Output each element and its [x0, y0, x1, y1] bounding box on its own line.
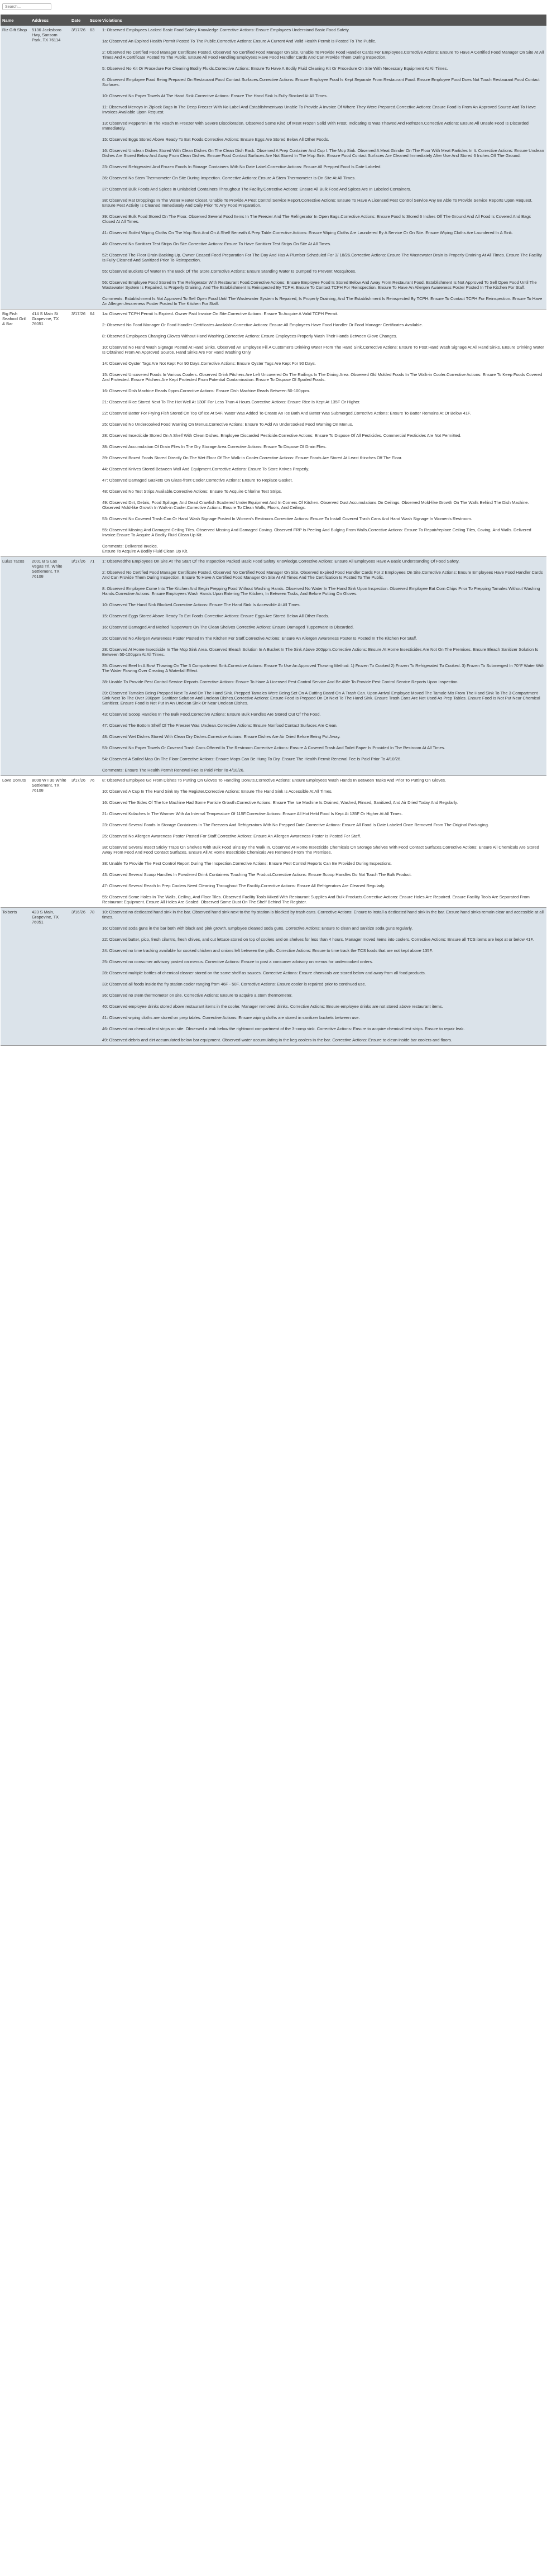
cell-name: Tolberts [1, 908, 30, 1046]
column-header-score[interactable]: Score [88, 15, 100, 26]
violation-item: 21: Observed Kolaches In The Warmer With An Internal Temperature Of 115F.Corrective Actions: Ensure All Hot Held Food Is Kept At 135F Or Higher At All Times. [102, 811, 403, 816]
violation-item: 39: Observed Tamales Being Prepped Next To And On The Hand Sink. Prepped Tamales Were Being Set On A Cutting Board On A Trash Can. Upon Arrival Employee Moved The Tamale Mix From The Hand Sink To The 3 Compartment Sink Next To The Over 200ppm Sanitizer Solution And Unclean Dishes.Corrective Actions: Ensure Food Is Prepped On Or Next To The Hand Sink. Ensure Trash Cans Are Not Used As Prep Tables. Ensure Food Is Not Put Near Chemical Sanitizer. Ensure Food Is Not Put In An Unclean Sink Or Near Unclean Dishes. [102, 691, 540, 706]
violation-item: 14: Observed Oyster Tags Are Not Kept For 90 Days.Corrective Actions: Ensure Oyster Tags Are Kept For 90 Days. [102, 361, 316, 366]
cell-name: Big Fish Seafood Grill & Bar [1, 309, 30, 557]
cell-address: 5136 Jacksboro Hwy, Sansom Park, TX 76114 [30, 26, 70, 309]
violation-item: 25: Observed no consumer advisory posted on menus. Corrective Actions: Ensure to post a consumer advisory on menus for undercooked orders. [102, 959, 373, 964]
violation-item: 1: Observed Employees Lacked Basic Food Safety Knowledge.Corrective Actions: Ensure Employees Understand Basic Food Safety. [102, 27, 350, 32]
cell-violations [100, 26, 546, 309]
violation-item: 1a: Observed An Expired Health Permit Posted To The Public.Corrective Actions: Ensure A Current And Valid Health Permit Is Posted To The Public. [102, 39, 376, 44]
violation-item: 33: Observed all foods inside the fry station cooler ranging from 46F - 50F. Corrective Actions: Ensure cooler is repaired prior to continued use. [102, 982, 366, 987]
violation-item: Comments: Delivered Invoice. Ensure To Acquire A Bodily Fluid Clean Up Kit. [102, 544, 189, 554]
violation-item: 8: Observed Employee Go From Dishes To Putting On Gloves To Handling Donuts.Corrective Actions: Ensure Employees Wash Hands In Between Tasks And Prior To Putting On Gloves. [102, 778, 447, 783]
cell-score: 71 [88, 557, 100, 776]
violation-item: 38: Observed Several Insect Sticky Traps On Shelves With Bulk Food Bins By The Walk In. Observed At Home Insecticide Chemicals On Storage Shelves With Food Contact Surfaces.Corrective Actions: Ensure All Chemicals Are Stored Away From Food And Food Contact Surfaces. Ensure All At Home Insecticide Chemicals Are Removed From The Premises. [102, 845, 539, 855]
table-body [1, 26, 546, 1046]
violation-item: 49: Observed debris and dirt accumulated below bar equipment. Observed water accumulating in the keg coolers in the bar. Corrective Actions: Ensure to clean inside bar coolers and floors. [102, 1037, 453, 1042]
cell-address: 2001 B S Las Vegas Trl, White Settlement, TX 76108 [30, 557, 70, 776]
violation-item: 46: Observed no chemical test strips on site. Observed a leak below the rightmost compartment of the 3-comp sink. Corrective Actions: Ensure to acquire chemical test strips. Ensure to repair leak. [102, 1026, 465, 1031]
violation-item: 47: Observed The Bottom Shelf Of The Freezer Was Unclean.Corrective Actions: Ensure Nonfood Contact Surfaces Are Clean. [102, 723, 338, 728]
cell-address: 414 S Main St Grapevine, TX 76051 [30, 309, 70, 557]
violation-item: 15: Observed Eggs Stored Above Ready To Eat Foods.Corrective Actions: Ensure Eggs Are Stored Below All Other Foods. [102, 613, 329, 618]
violation-item: 38: Unable To Provide Pest Control Service Reports.Corrective Actions: Ensure To Have A Licensed Pest Control Service And Be Able To Provide Pest Control Service Reports Upon Inspection. [102, 679, 459, 684]
violation-item: 23: Observed Several Foods In Storage Containers In The Freezers And Refrigerators With No Prepped Date.Corrective Actions: Ensure All Food Is Date Labeled Once Removed From The Original Packaging. [102, 822, 489, 827]
violation-item: 28: Observed At Home Insecticide In The Mop Sink Area. Observed Bleach Solution In A Bucket In The Sink Above 200ppm.Corrective Actions: Ensure At Home Insecticides Are Not On The Premises. Ensure Bleach Sanitizer Solution Is Between 50-100ppm At All Times. [102, 647, 539, 657]
violation-item: 48: Observed No Test Strips Available.Corrective Actions: Ensure To Acquire Chlorine Test Strips. [102, 489, 282, 494]
violation-item: 56: Observed Employee Food Stored In The Refrigerator With Restaurant Food.Corrective Actions: Ensure Employee Food Is Stored Below And Away From Restaurant Food. Establishment Is Not Approved To Sell Open Food Until The Wastewater System Is Repaired, Is Properly Draining, And The Establishment Is Reinspected By TCPH. Ensure To Contact TCPH For Reinspection. Ensure To Have An Allergen Awareness Poster Posted In The Kitchen For Staff. [102, 280, 537, 290]
cell-name: Riz Gift Shop [1, 26, 30, 309]
violation-item: 8: Observed Employees Changing Gloves Without Hand Washing.Corrective Actions: Ensure Employees Properly Wash Their Hands Between Glove Changes. [102, 334, 397, 339]
cell-date: 3/17/26 [70, 26, 88, 309]
violation-item: 15: Observed Eggs Stored Above Ready To Eat Foods.Corrective Actions: Ensure Eggs Are Stored Below All Other Foods. [102, 137, 329, 142]
table-row [1, 908, 546, 1046]
inspections-table [1, 15, 546, 1046]
violation-item: Comments: Ensure The Health Permit Renewal Fee Is Paid Prior To 4/10/26. [102, 768, 244, 773]
cell-violations [100, 309, 546, 557]
violation-item: 40: Observed employee drinks stored above restaurant items in the cooler. Manager removed drinks. Corrective Actions: Ensure employee drinks are not stored above restaurant items. [102, 1004, 443, 1009]
violation-item: 28: Observed multiple bottles of chemical cleaner stored on the same shelf as sauces. Corrective Actions: Ensure chemicals are stored below and away from all food products. [102, 970, 426, 975]
violation-item: 55: Observed Buckets Of Water In The Back Of The Store.Corrective Actions: Ensure Standing Water Is Dumped To Prevent Mosquitoes. [102, 269, 357, 274]
violation-item: 37: Observed Bulk Foods And Spices In Unlabeled Containers Throughout The Facility.Corrective Actions: Ensure All Bulk Food And Spices Are In Labeled Containers. [102, 187, 411, 192]
violation-item: 35: Observed Beef In A Bowl Thawing On The 3 Compartment Sink.Corrective Actions: Ensure To Use An Approved Thawing Method: 1) Frozen To Cooked 2) Frozen To Refrigerated To Cooked. 3) Frozen To Submerged In 70°F Water With The Water Flowing Over Creating A Waterfall Effect. [102, 663, 545, 673]
violation-item: 39: Observed Bulk Food Stored On The Floor. Observed Several Food Items In The Freezer And The Refrigerator In Open Bags.Corrective Actions: Ensure Food Is Stored 6 Inches Off The Ground And All Food Is Covered And Bags Closed At All Times. [102, 214, 531, 224]
table-row [1, 309, 546, 557]
violation-item: 23: Observed Refrigerated And Frozen Foods In Storage Containers With No Date Label.Corrective Actions: Ensure All Prepped Food Is Date Labeled. [102, 164, 382, 169]
search-input[interactable] [2, 3, 51, 10]
violation-item: 2: Observed No Food Manager Or Food Handler Certificates Available.Corrective Actions: Ensure All Employees Have Food Handler Or Food Manager Certificates Available. [102, 322, 423, 327]
violation-item: 36: Observed No Stem Thermometer On Site During Inspection. Corrective Actions: Ensure A Stem Thermometer Is On Site At All Times. [102, 175, 356, 180]
column-header-date[interactable]: Date [70, 15, 88, 26]
violation-item: 16: Observed The Sides Of The Ice Machine Had Some Particle Growth.Corrective Actions: Ensure The Ice Machine Is Drained, Washed, Rinsed, Sanitized, And Air Dried Today And Regularly. [102, 800, 458, 805]
cell-date: 3/16/26 [70, 908, 88, 1046]
column-header-name[interactable]: Name [1, 15, 30, 26]
violation-item: 39: Observed Boxed Foods Stored Directly On The Wet Floor Of The Walk-in Cooler.Corrective Actions: Ensure Foods Are Stored At Least 6-inches Off The Floor. [102, 455, 402, 460]
violation-item: 2: Observed No Certified Food Manager Certificate Posted. Observed No Certified Food Manager On Site. Unable To Provide Food Handler Cards For Employees.Corrective Actions: Ensure To Have A Certified Food Manager On Site At All Times And A Certificate Posted To The Public. Ensure All Food Handling Employees Have Food Handler Cards And Can Provide Them During Inspection. [102, 50, 544, 60]
violation-item: 25: Observed No Undercooked Food Warning On Menus.Corrective Actions: Ensure To Add An Undercooked Food Warning On Menus. [102, 422, 353, 427]
violation-item: 1a: Observed TCPH Permit Is Expired. Owner Paid Invoice On Site.Corrective Actions: Ensure To Acquire A Valid TCPH Permit. [102, 311, 338, 316]
violation-item: 43: Observed Several Scoop Handles In Powdered Drink Containers Touching The Product.Corrective Actions: Ensure Scoop Handles Do Not Touch The Bulk Product. [102, 872, 412, 877]
violation-item: 16: Observed Dish Machine Reads 0ppm.Corrective Actions: Ensure Dish Machine Reads Between 50-100ppm. [102, 388, 310, 393]
violation-item: 41: Observed Soiled Wiping Cloths On The Mop Sink And On A Shelf Beneath A Prep Table.Corrective Actions: Ensure Wiping Cloths Are Laundered By A Service Or On Site. Ensure Wiping Cloths Are Laundered In A Sink. [102, 230, 513, 235]
violation-item: 36: Observed no stem thermometer on site. Corrective Actions: Ensure to acquire a stem thermometer. [102, 993, 292, 998]
violation-item: 24: Observed no time tracking available for cooked chicken and onions left between the grills. Corrective Actions: Ensure to time track the TCS foods that are not kept above 135F. [102, 948, 433, 953]
violation-item: 43: Observed Scoop Handles In The Bulk Food.Corrective Actions: Ensure Bulk Handles Are Stored Out Of The Food. [102, 712, 321, 717]
cell-address: 423 S Main, Grapevine, TX 76051 [30, 908, 70, 1046]
violation-item: 54: Observed A Soiled Mop On The Floor.Corrective Actions: Ensure Mops Can Be Hung To Dry. Ensure The Health Permit Renewal Fee Is Paid Prior To 4/10/26. [102, 756, 402, 761]
violation-item: 49: Observed Dirt, Debris, Food Spillage, And Dead Crawfish Scattered Under Equipment And In Corners Of Kitchen. Observed Dust Accumulations On Ceilings. Observed Mold-like Growth On The Walls Behind The Dish Machine. Observed Mold-like Growth In Walk-in Cooler.Corrective Actions: Ensure To Clean Walls, Floors, And Ceilings. [102, 500, 529, 510]
violation-item: 25: Observed No Allergen Awareness Poster Posted For Staff.Corrective Actions: Ensure An Allergen Awareness Poster Is Posted For Staff. [102, 834, 361, 839]
cell-violations [100, 557, 546, 776]
violation-item: 10: Observed The Hand Sink Blocked.Corrective Actions: Ensure The Hand Sink Is Accessible At All Times. [102, 602, 301, 607]
violation-item: 47: Observed Several Reach In Prep Coolers Need Cleaning Throughout The Facility.Corrective Actions: Ensure All Refrigerators Are Cleaned Regularly. [102, 883, 385, 888]
violation-item: 44: Observed Knives Stored Between Wall And Equipment.Corrective Actions: Ensure To Store Knives Properly. [102, 466, 309, 472]
column-header-address[interactable]: Address [30, 15, 70, 26]
violation-item: 5: Observed No Kit Or Procedure For Cleaning Bodily Fluids.Corrective Actions: Ensure To Have A Bodily Fluid Cleaning Kit Or Procedure On Site With Necessary Equipment At All Times. [102, 66, 448, 71]
cell-score: 78 [88, 908, 100, 1046]
violation-item: 52: Observed The Floor Drain Backing Up. Owner Ceased Food Preparation For The Day And Has A Plumber Scheduled For 3/ 18/26.Corrective Actions: Ensure The Wastewater Drain Is Properly Draining At All Times. Ensure The Facility Is Fully Cleaned And Sanitized Prior To Reinspection. [102, 253, 542, 263]
violation-item: 53: Observed No Paper Towels Or Covered Trash Cans Offered In The Restroom.Corrective Actions: Ensure A Covered Trash And Toilet Paper Is Provided In The Restroom At All Times. [102, 745, 445, 750]
violation-item: 46: Observed No Sanitizer Test Strips On Site.Corrective Actions: Ensure To Have Sanitizer Test Strips On Site At All Times. [102, 241, 332, 246]
violation-item: 8: Observed Employee Come Into The Kitchen And Begin Prepping Food Without Washing Hands. Observed No Water In The Hand Sink Upon Inspection. Observed Employee Eat Corn Chips Prior To Prepping Tamales Without Washing Hands.Corrective Actions: Ensure Employees Wash Hands Upon Entering The Kitchen, In Between Tasks, And Before Putting On Gloves. [102, 586, 540, 596]
violation-item: 55: Observed Missing And Damaged Ceiling Tiles. Observed Missing And Damaged Coving. Observed FRP Is Peeling And Bulging From Walls.Corrective Actions: Ensure To Repair/replace Ceiling Tiles, Coving, And Walls. Delivered Invoice.Ensure To Acquire A Bodily Fluid Clean Up Kit. [102, 527, 531, 537]
cell-score: 64 [88, 309, 100, 557]
violation-item: 15: Observed Uncovered Foods In Various Coolers. Observed Drink Pitchers Are Left Uncovered On The Railings In The Dining Area. Observed Old Molded Foods In The Walk-in Cooler.Corrective Actions: Ensure To Keep Foods Covered And Protected. Ensure Pitchers Are Kept Protected From Potential Contamination. Ensure To Dispose Of Spoiled Foods. [102, 372, 543, 382]
table-header [1, 15, 546, 26]
cell-date: 3/17/26 [70, 776, 88, 908]
violation-item: 1: Observedthe Employees On Site At The Start Of The Inspection Packed Basic Food Safety Knowledge.Corrective Actions: Ensure All Employees Have A Basic Understanding Of Food Safety. [102, 559, 460, 564]
table-row [1, 26, 546, 309]
cell-score: 76 [88, 776, 100, 908]
violation-item: 13: Observed Pepperoni In The Reach In Freezer With Severe Discoloration. Observed Some Kind Of Meat Frozen Solid With Frost, Indicating Is Was Thawed And Refrozen.Corrective Actions: Ensure All Unsafe Food Is Discarded Immediately. [102, 121, 529, 131]
violation-item: Comments: Establishment Is Not Approved To Sell Open Food Until The Wastewater System Is Repaired, Is Properly Draining, And The Establishment Is Reinspected By TCPH. Ensure To Contact TCPH For Reinspection. Ensure To Have An Allergen Awareness Poster Posted In The Kitchen For Staff. [102, 296, 543, 306]
violation-item: 47: Observed Damaged Gaskets On Glass-front Cooler.Corrective Actions: Ensure To Replace Gasket. [102, 478, 293, 483]
violation-item: 11: Observed Menoys In Ziplock Bags In The Deep Freezer With No Label And Establishmentwas Unable To Provide A Invoice Of Where They Were Prepared.Corrective Actions: Ensure Food Is From An Approved Source And To Have Invoices Available Upon Request. [102, 104, 536, 115]
violation-item: 38: Observed Accumulation Of Drain Flies In The Dry Storage Area.Corrective Actions: Ensure To Dispose Of Drain Flies. [102, 444, 327, 449]
table-row [1, 557, 546, 776]
search-bar [0, 0, 547, 15]
violation-item: 16: Observed soda guns in the bar both with black and pink growth. Employee cleaned soda guns. Corrective Actions: Ensure to clean and sanitize soda guns regularly. [102, 926, 413, 931]
violation-item: 10: Observed No Hand Wash Signage Posted At Hand Sinks. Observed An Employee Fill A Customer's Drinking Water From The Hand Sink.Corrective Actions: Ensure To Post Hand Wash Signage At All Hand Sinks. Ensure Drinking Water Is Obtained From An Approved Source. Hand Sinks Are For Hand Washing Only. [102, 345, 544, 355]
cell-score: 63 [88, 26, 100, 309]
violation-item: 55: Observed Some Holes In The Walls, Ceiling, And Floor Tiles. Observed Facility Tools Mixed With Restaurant Supplies And Bulk Products.Corrective Actions: Ensure Holes Are Repaired. Ensure Facility Tools Are Separated From Restaurant Equipment. Ensure All Holes Are Sealed. Observed Some Dust On The Shelf Behind The Register. [102, 894, 530, 904]
violation-item: 22: Observed Batter For Frying Fish Stored On Top Of Ice At 54F. Water Was Added To Create An Ice Bath And Batter Was Submerged.Corrective Actions: Ensure To Batter Remains At Or Below 41F. [102, 411, 471, 416]
violation-item: 53: Observed No Covered Trash Can Or Hand Wash Signage Posted In Women's Restroom.Corrective Actions: Ensure To Install Covered Trash Cans And Hand Wash Signage In Women's Restroom. [102, 516, 472, 521]
violation-item: 21: Observed Rice Stored Next To The Hot Well At 130F For Less Than 4 Hours.Corrective Actions: Ensure Rice Is Kept At 135F Or Higher. [102, 399, 361, 404]
violation-item: 10: Observed No Paper Towels At The Hand Sink.Corrective Actions: Ensure The Hand Sink Is Fully Stocked At All Times. [102, 93, 328, 98]
table-row [1, 776, 546, 908]
violation-item: 25: Observed No Allergen Awareness Poster Posted In The Kitchen For Staff.Corrective Actions: Ensure An Allergen Awareness Poster Is Posted In The Kitchen For Staff. [102, 636, 418, 641]
cell-date: 3/17/26 [70, 309, 88, 557]
cell-violations [100, 908, 546, 1046]
column-header-violations[interactable]: Violations [100, 15, 546, 26]
violation-item: 48: Observed Wet Dishes Stored With Clean Dry Dishes.Corrective Actions: Ensure Dishes Are Air Dried Before Being Put Away. [102, 734, 340, 739]
violation-item: 6: Observed Employee Food Being Prepared On Restaurant Food Contact Surfaces.Corrective Actions: Ensure Employee Food Is Kept Separate From Restaurant Food. Ensure Employee Food Does Not Touch Restaurant Food Contact Surfaces. [102, 77, 540, 87]
cell-address: 8000 W I 30 White Settlement, TX 76108 [30, 776, 70, 908]
violation-item: 38: Unable To Provide The Pest Control Report During The Inspection.Corrective Actions: Ensure Pest Control Reports Can Be Provided During Inspections. [102, 861, 392, 866]
cell-name: Lulus Tacos [1, 557, 30, 776]
violation-item: 22: Observed butter, pico, fresh cilantro, fresh chives, and cut lettuce stored on top of coolers and on shelves for less than 4 hours. Manager moved items into coolers. Corrective Actions: Ensure all TCS items are kept at or below 41F. [102, 937, 534, 942]
violation-item: 28: Observed Insecticide Stored On A Shelf With Clean Dishes. Employee Discarded Pesticide.Corrective Actions: Ensure To Dispose Of All Pesticides. Commercial Pesticides Are Not Permitted. [102, 433, 462, 438]
violation-item: 10: Observed A Cup In The Hand Sink By The Register.Corrective Actions: Ensure The Hand Sink Is Accessible At All Times. [102, 789, 333, 794]
violation-item: 16: Observed Damaged And Melted Tupperware On The Clean Shelves Corrective Actions: Ensure Damaged Tupperware Is Discarded. [102, 625, 354, 630]
violation-item: 41: Observed wiping cloths are stored on prep tables. Corrective Actions: Ensure wiping cloths are stored in sanitizer buckets between use. [102, 1015, 360, 1020]
violation-item: 16: Observed Unclean Dishes Stored With Clean Dishes On The Clean Dish Rack. Observed A Prep Container And Cup I. The Mop Sink. Observed A Meat Grinder On The Floor With Meat Particles In It. Corrective Actions: Ensure Unclean Dishes Are Stored Below And Away From Clean Dishes. Ensure Food Contact Surfaces Are Not Stored In The Mop Sink. Ensure Food Contact Surfaces Are Cleaned Immediately After Use And Stored 6 Inches Off The Ground. [102, 148, 544, 158]
cell-name: Love Donuts [1, 776, 30, 908]
violation-item: 10: Observed no dedicated hand sink in the bar. Observed hand sink next to the fry station is blocked by trash cans. Corrective Actions: Ensure to install a dedicated hand sink in the bar. Ensure hand sinks remain clear and accessible at all times. [102, 910, 544, 920]
violation-item: 38: Observed Rat Droppings In The Water Heater Closet. Unable To Provide A Pest Control Service Report.Corrective Actions: Ensure To Have A Licensed Pest Control Service Any Be Able To Provide Service Reports Upon Request. Ensure Pest Activity Is Cleaned Immediately And Daily Prior To Any Food Preparation. [102, 198, 532, 208]
cell-date: 3/17/26 [70, 557, 88, 776]
cell-violations [100, 776, 546, 908]
violation-item: 2: Observed No Certified Food Manager Certificate Posted. Observed No Certified Food Manager On Site. Observed Expired Food Handler Cards For 2 Employees On Site.Corrective Actions: Ensure Employees Have Food Handler Cards And Can Provide Them During Inspection. Ensure To Have A Certified Food Manager On Site At All Times And The Certification Is Posted To The Public. [102, 570, 543, 580]
